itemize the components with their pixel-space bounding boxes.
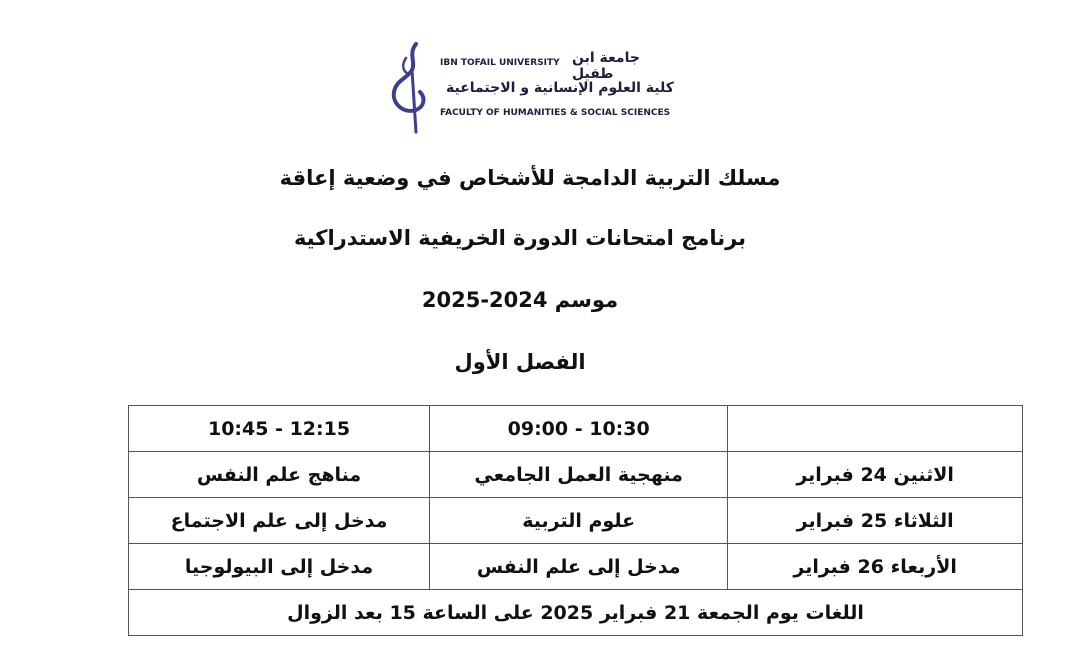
slot-1-time: 09:00 - 10:30 (507, 417, 650, 440)
slot-2-time: 10:45 - 12:15 (207, 417, 351, 440)
subject-cell: علوم التربية (430, 498, 728, 544)
exam-program-title: برنامج امتحانات الدورة الخريفية الاستدراكية (293, 226, 747, 250)
subject-cell: مناهج علم النفس (129, 452, 430, 498)
table-header-row (129, 406, 1023, 452)
semester-label: الفصل الأول (454, 350, 586, 374)
day-cell: الاثنين 24 فبراير (728, 452, 1023, 498)
subject-cell: مدخل إلى علم النفس (430, 544, 728, 590)
season-text: موسم 2024-2025 (421, 288, 619, 312)
university-name-ar: جامعة ابن طفيل (572, 50, 640, 82)
table-row (129, 452, 1023, 498)
header-slot-1 (430, 406, 728, 452)
subject-cell: منهجية العمل الجامعي (430, 452, 728, 498)
faculty-logo (386, 40, 686, 135)
table-row (129, 498, 1023, 544)
table-note-row (129, 590, 1023, 636)
header-day-cell (728, 406, 1023, 452)
subject-cell: مدخل إلى البيولوجيا (129, 544, 430, 590)
program-title: مسلك التربية الدامجة للأشخاص في وضعية إعاقة (279, 166, 781, 190)
season-label (0, 288, 1060, 312)
header-slot-2 (129, 406, 430, 452)
university-emblem-icon (386, 40, 434, 135)
exam-schedule-table (128, 405, 1023, 636)
subject-cell: مدخل إلى علم الاجتماع (129, 498, 430, 544)
faculty-name-ar: كلية العلوم الإنسانية و الاجتماعية (446, 80, 674, 96)
day-cell: الثلاثاء 25 فبراير (728, 498, 1023, 544)
day-cell: الأربعاء 26 فبراير (728, 544, 1023, 590)
languages-exam-note: اللغات يوم الجمعة 21 فبراير 2025 على الساعة 15 بعد الزوال (129, 590, 1023, 636)
faculty-name-en: FACULTY OF HUMANITIES & SOCIAL SCIENCES (440, 108, 671, 118)
table-row (129, 544, 1023, 590)
university-name-en: IBN TOFAIL UNIVERSITY (440, 58, 560, 68)
